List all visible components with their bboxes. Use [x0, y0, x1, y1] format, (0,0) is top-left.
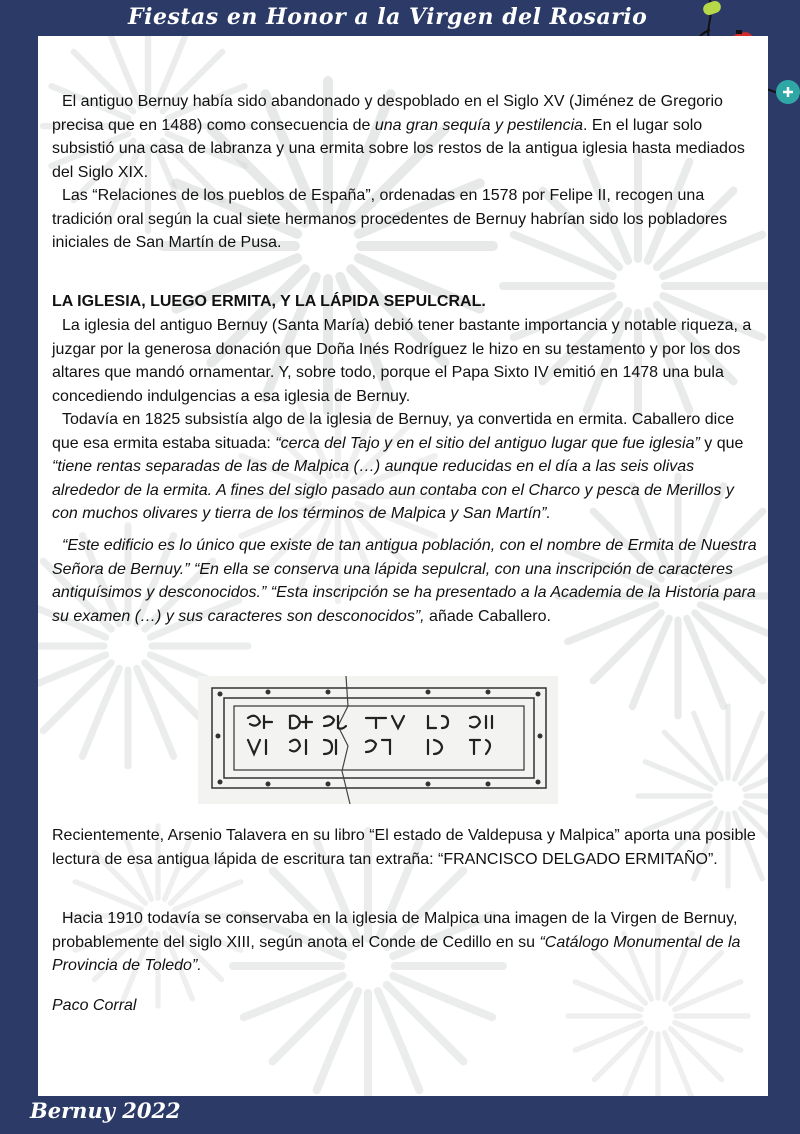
- paragraph-4-quote-2: “tiene rentas separadas de las de Malpica (…) aunque reducidas en el día a las seis olivas alrededor de la ermita. A fines del siglo pasado aun contaba con el Charco y pesca de Merillos y con muchos olivares y tierra de los términos de Malpica y San Martín”.: [52, 458, 734, 522]
- paragraph-7-italic: “Catálogo Monumental de la Provincia de Toledo”.: [52, 933, 741, 974]
- paragraph-5: [52, 534, 758, 628]
- paragraph-4-text-c: y que: [699, 434, 744, 452]
- section-heading: LA IGLESIA, LUEGO ERMITA, Y LA LÁPIDA SEPULCRAL.: [52, 293, 486, 310]
- paragraph-1-text-a: El antiguo Bernuy había sido abandonado y despoblado en el Siglo XV (Jiménez de Gregorio precisa que en 1488) como consecuencia de: [52, 93, 723, 134]
- paragraph-4-quote-1: “cerca del Tajo y en el sitio del antiguo lugar que fue iglesia”: [275, 434, 700, 452]
- paragraph-3-text: La iglesia del antiguo Bernuy (Santa María) debió tener bastante importancia y notable riqueza, a juzgar por la generosa donación que Doña Inés Rodríguez le hizo en su testamento y por los dos altares que mandó ornamentar. Y, sobre todo, porque el Papa Sixto IV emitió en 1478 una bula concediendo indulgencias a esa iglesia de Bernuy.: [52, 317, 752, 405]
- paragraph-1: [52, 90, 758, 184]
- header-title: Fiestas en Honor a la Virgen del Rosario: [128, 4, 648, 30]
- paragraph-4: [52, 408, 758, 526]
- paragraph-2: [52, 184, 758, 255]
- paragraph-5-text-b: añade Caballero.: [424, 607, 551, 625]
- paragraph-4-text-a: Todavía en 1825 subsistía algo de la iglesia de Bernuy, ya convertida en ermita. Caballero dice que esa ermita estaba situada:: [52, 411, 735, 452]
- paragraph-6: [52, 824, 758, 871]
- paragraph-3: [52, 314, 758, 408]
- paragraph-5-quotes: “Este edificio es lo único que existe de tan antigua población, con el nombre de Ermita de Nuestra Señora de Bernuy.” “En ella se conserva una lápida sepulcral, con una inscripción de caracteres antiquísimos y desconocidos.” “Esta inscripción se ha presentado a la Academia de la Historia para su examen (…) y sus caracteres son desconocidos”,: [52, 537, 757, 625]
- paragraph-6-text: Recientemente, Arsenio Talavera en su libro “El estado de Valdepusa y Malpica” aporta una posible lectura de esa antigua lápida de escritura tan extraña: “FRANCISCO DELGADO ERMITAÑO”.: [52, 827, 756, 868]
- author-signature: Paco Corral: [52, 997, 137, 1014]
- page-content: [38, 36, 768, 1096]
- footer-title: Bernuy 2022: [30, 1098, 181, 1123]
- paragraph-7-text-a: Hacia 1910 todavía se conservaba en la iglesia de Malpica una imagen de la Virgen de Bernuy, probablemente del siglo XIII, según anota el Conde de Cedillo en su: [52, 910, 738, 951]
- tombstone-inscription-image: [198, 676, 558, 804]
- paragraph-1-italic: una gran sequía y pestilencia: [374, 116, 584, 134]
- paragraph-2-text: Las “Relaciones de los pueblos de España”, ordenadas en 1578 por Felipe II, recogen una tradición oral según la cual siete hermanos procedentes de Bernuy habrían sido los pobladores iniciales de San Martín de Pusa.: [52, 187, 728, 251]
- paragraph-7: [52, 907, 758, 978]
- paragraph-1-text-c: . En el lugar solo subsistió una casa de labranza y una ermita sobre los restos de la antigua iglesia hasta mediados del Siglo XIX.: [52, 116, 745, 181]
